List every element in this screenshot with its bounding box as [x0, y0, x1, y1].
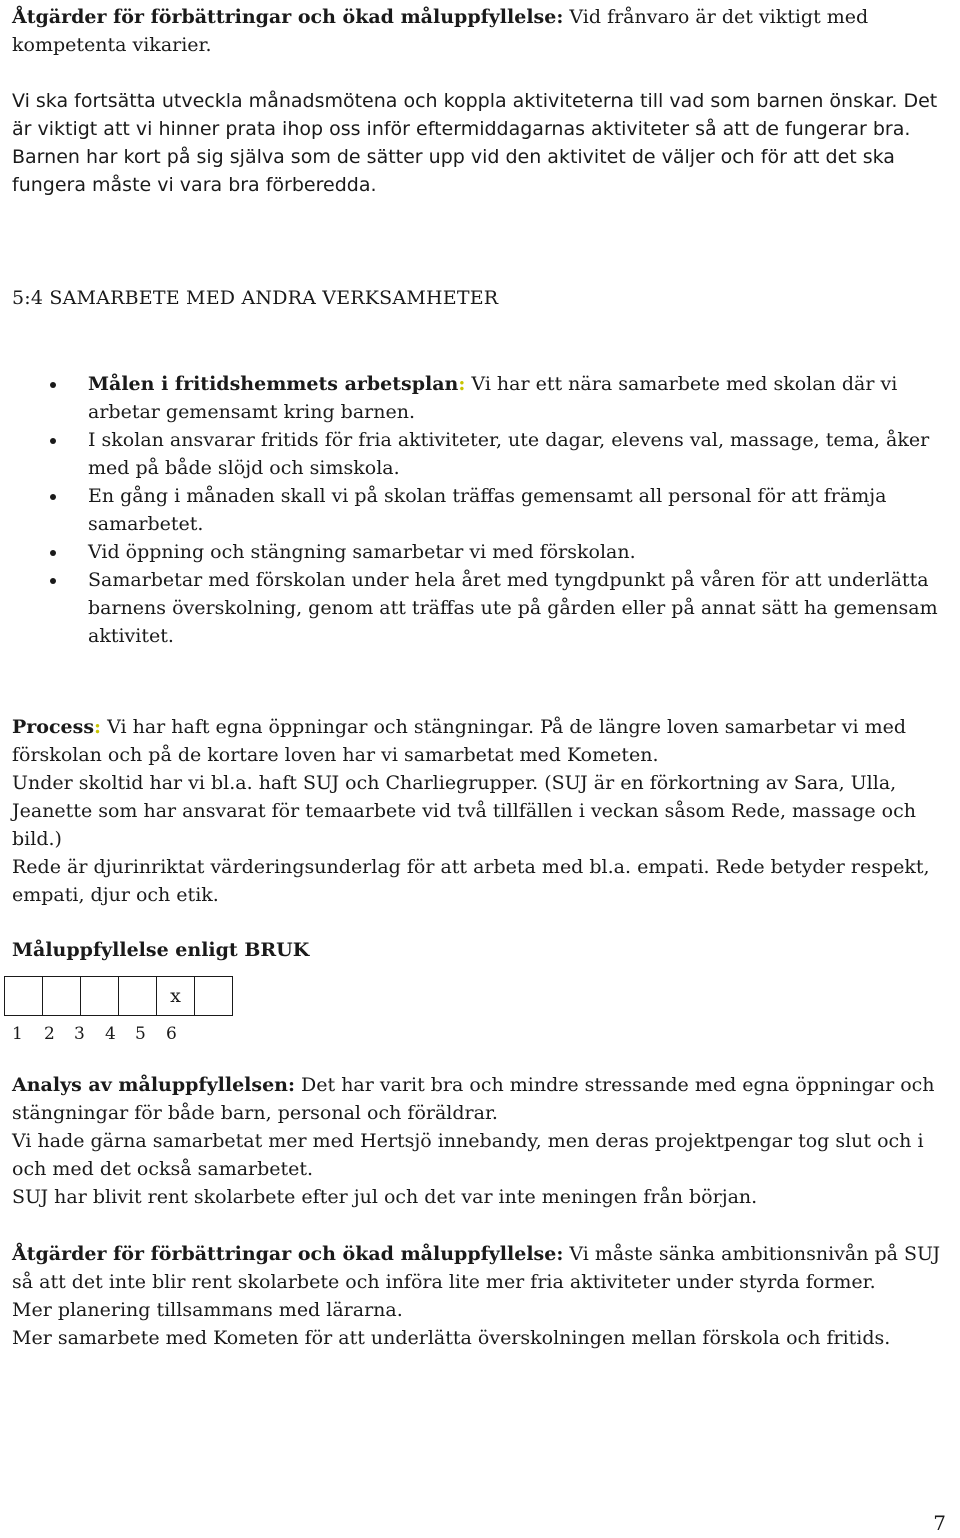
bullet-icon [50, 382, 56, 388]
bruk-scale-6: 6 [166, 1024, 177, 1044]
section-heading: 5:4 SAMARBETE MED ANDRA VERKSAMHETER [12, 287, 499, 309]
top-actions-label: Åtgärder för förbättringar och ökad måluppfyllelse: [12, 6, 564, 28]
process-line-3: Rede är djurinriktat värderingsunderlag för att arbeta med bl.a. empati. Rede betyder respekt, empati, djur och etik. [12, 856, 930, 906]
bruk-scale-1: 1 [12, 1024, 23, 1044]
arbetsplan-colon: : [458, 373, 466, 395]
bullet-icon [50, 578, 56, 584]
top-actions-block [12, 3, 958, 59]
bruk-cell-3 [81, 977, 119, 1016]
process-line-2: Under skoltid har vi bl.a. haft SUJ och Charliegrupper. (SUJ är en förkortning av Sara, Ulla, Jeanette som har ansvarat för temaarbete vid två tillfällen i veckan såsom Rede, massage och bild.) [12, 772, 916, 850]
list-item-text: En gång i månaden skall vi på skolan träffas gemensamt all personal för att främja samarbetet. [88, 485, 887, 535]
bruk-cell-5: x [157, 977, 195, 1016]
list-item-text: Samarbetar med förskolan under hela året med tyngdpunkt på våren för att underlätta barnens överskolning, genom att träffas ute på gården eller på annat sätt ha gemensam aktivitet. [88, 569, 938, 647]
bottom-actions-block [12, 1240, 958, 1352]
arbetsplan-label: Målen i fritidshemmets arbetsplan [88, 373, 459, 395]
analysis-block [12, 1071, 958, 1211]
list-item [0, 370, 960, 426]
bottom-actions-line-2: Mer planering tillsammans med lärarna. [12, 1299, 403, 1321]
bullet-icon [50, 494, 56, 500]
bullet-icon [50, 550, 56, 556]
bruk-title: Måluppfyllelse enligt BRUK [12, 939, 310, 961]
bruk-scale-2: 2 [44, 1024, 55, 1044]
bruk-scale-4: 4 [105, 1024, 116, 1044]
top-actions-text: Vid frånvaro är det viktigt med kompetenta vikarier. [12, 6, 869, 56]
bullet-list [0, 370, 960, 650]
bottom-actions-label: Åtgärder för förbättringar och ökad måluppfyllelse: [12, 1243, 564, 1265]
bruk-scale-5: 5 [135, 1024, 146, 1044]
list-item-text: Vid öppning och stängning samarbetar vi med förskolan. [88, 541, 636, 563]
analysis-line-3: SUJ har blivit rent skolarbete efter jul och det var inte meningen från början. [12, 1186, 758, 1208]
bullet-icon [50, 438, 56, 444]
intro-paragraph [12, 87, 958, 199]
page-number: 7 [933, 1511, 946, 1535]
list-item [0, 482, 960, 538]
analysis-text: Det har varit bra och mindre stressande med egna öppningar och stängningar för både barn, personal och föräldrar. [12, 1074, 935, 1124]
list-item-text: Vi har ett nära samarbete med skolan där vi arbetar gemensamt kring barnen. [88, 373, 898, 423]
process-text: Vi har haft egna öppningar och stängningar. På de längre loven samarbetar vi med förskolan och på de kortare loven har vi samarbetat med Kometen. [12, 716, 907, 766]
list-item [0, 426, 960, 482]
process-colon: : [94, 716, 102, 738]
intro-paragraph-text: Vi ska fortsätta utveckla månadsmötena och koppla aktiviteterna till vad som barnen önskar. Det är viktigt att vi hinner prata ihop oss inför eftermiddagarnas aktiviteter så att de fungerar bra. Barnen har kort på sig själva som de sätter upp vid den aktivitet de väljer och för att det ska fungera måste vi vara bra förberedda. [12, 90, 938, 196]
bruk-scale-3: 3 [74, 1024, 85, 1044]
bruk-cell-2 [43, 977, 81, 1016]
bruk-grid [4, 976, 233, 1016]
list-item [0, 566, 960, 650]
list-item-text: I skolan ansvarar fritids för fria aktiviteter, ute dagar, elevens val, massage, tema, åker med på både slöjd och simskola. [88, 429, 930, 479]
bruk-cell-4 [119, 977, 157, 1016]
analysis-line-2: Vi hade gärna samarbetat mer med Hertsjö innebandy, men deras projektpengar tog slut och i och med det också samarbetet. [12, 1130, 924, 1180]
bruk-cell-1 [5, 977, 43, 1016]
bottom-actions-text: Vi måste sänka ambitionsnivån på SUJ så att det inte blir rent skolarbete och införa lite mer fria aktiviteter under styrda former. [12, 1243, 941, 1293]
process-block [12, 713, 958, 909]
bruk-cell-6 [195, 977, 233, 1016]
process-label: Process [12, 716, 95, 738]
analysis-label: Analys av måluppfyllelsen: [12, 1074, 295, 1096]
list-item [0, 538, 960, 566]
bottom-actions-line-3: Mer samarbete med Kometen för att underlätta överskolningen mellan förskola och fritids. [12, 1327, 891, 1349]
